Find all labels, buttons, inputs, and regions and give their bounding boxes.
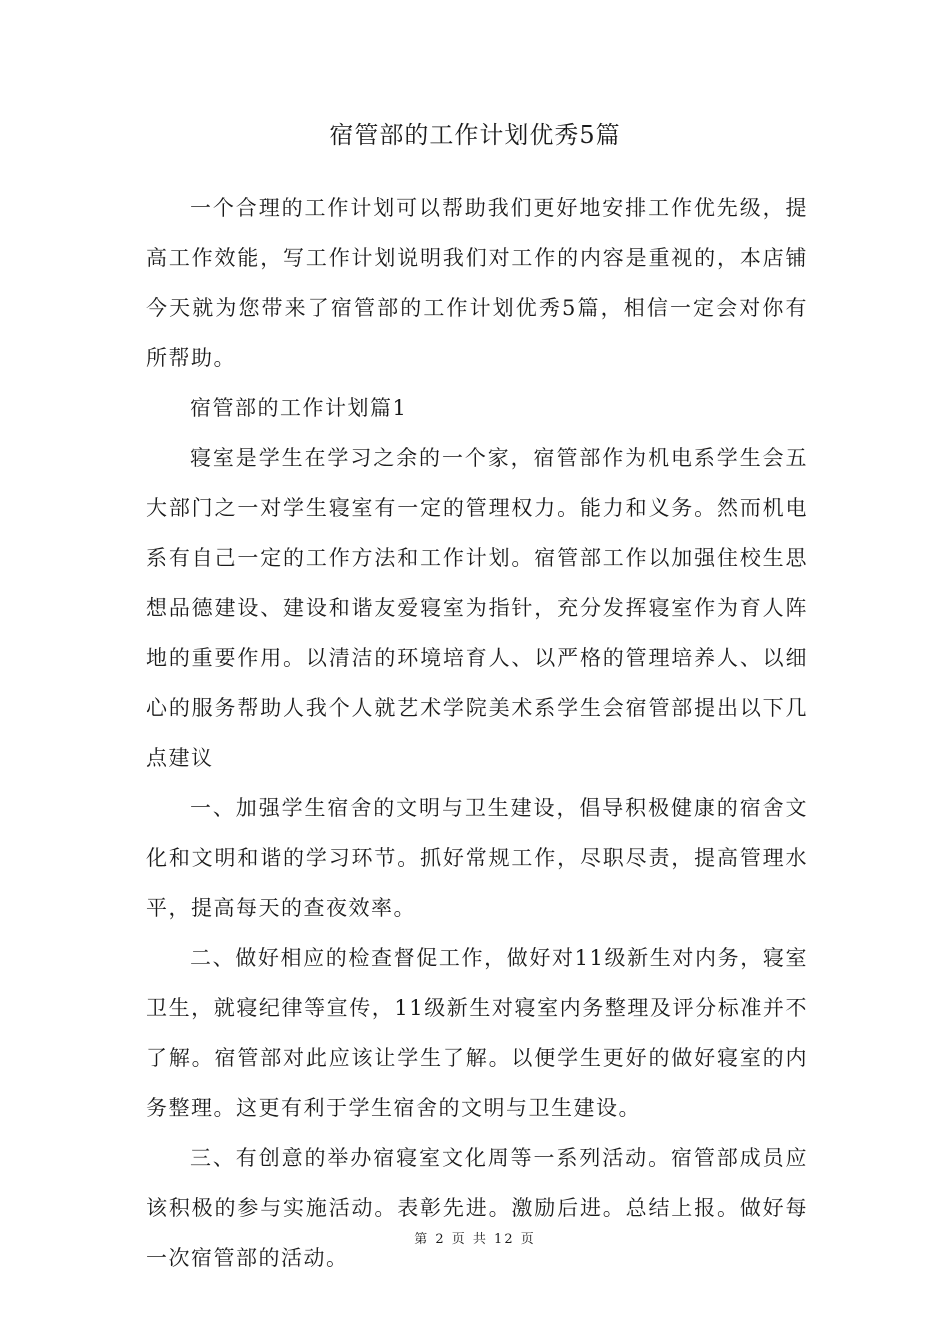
body-paragraph: 一、加强学生宿舍的文明与卫生建设，倡导积极健康的宿舍文化和文明和谐的学习环节。抓好常规工作，尽职尽责，提高管理水平，提高每天的查夜效率。	[146, 796, 808, 920]
body-paragraph: 寝室是学生在学习之余的一个家，宿管部作为机电系学生会五大部门之一对学生寝室有一定的管理权力。能力和义务。然而机电系有自己一定的工作方法和工作计划。宿管部工作以加强住校生思想品德建设、建设和谐友爱寝室为指针，充分发挥寝室作为育人阵地的重要作用。以清洁的环境培育人、以严格的管理培养人、以细心的服务帮助人我个人就艺术学院美术系学生会宿管部提出以下几点建议	[146, 446, 808, 770]
document-body	[146, 183, 808, 1283]
intro-paragraph: 一个合理的工作计划可以帮助我们更好地安排工作优先级，提高工作效能，写工作计划说明我们对工作的内容是重视的，本店铺今天就为您带来了宿管部的工作计划优秀5篇，相信一定会对你有所帮助。	[146, 196, 808, 370]
body-paragraph: 三、有创意的举办宿寝室文化周等一系列活动。宿管部成员应该积极的参与实施活动。表彰先进。激励后进。总结上报。做好每一次宿管部的活动。	[146, 1146, 808, 1270]
document-title: 宿管部的工作计划优秀5篇	[329, 121, 621, 149]
section-heading: 宿管部的工作计划篇1	[190, 396, 408, 420]
page-number: 第 2 页 共 12 页	[414, 1232, 536, 1247]
body-paragraph: 二、做好相应的检查督促工作，做好对11级新生对内务，寝室卫生，就寝纪律等宣传，11级新生对寝室内务整理及评分标准并不了解。宿管部对此应该让学生了解。以便学生更好的做好寝室的内务整理。这更有利于学生宿舍的文明与卫生建设。	[146, 946, 808, 1120]
